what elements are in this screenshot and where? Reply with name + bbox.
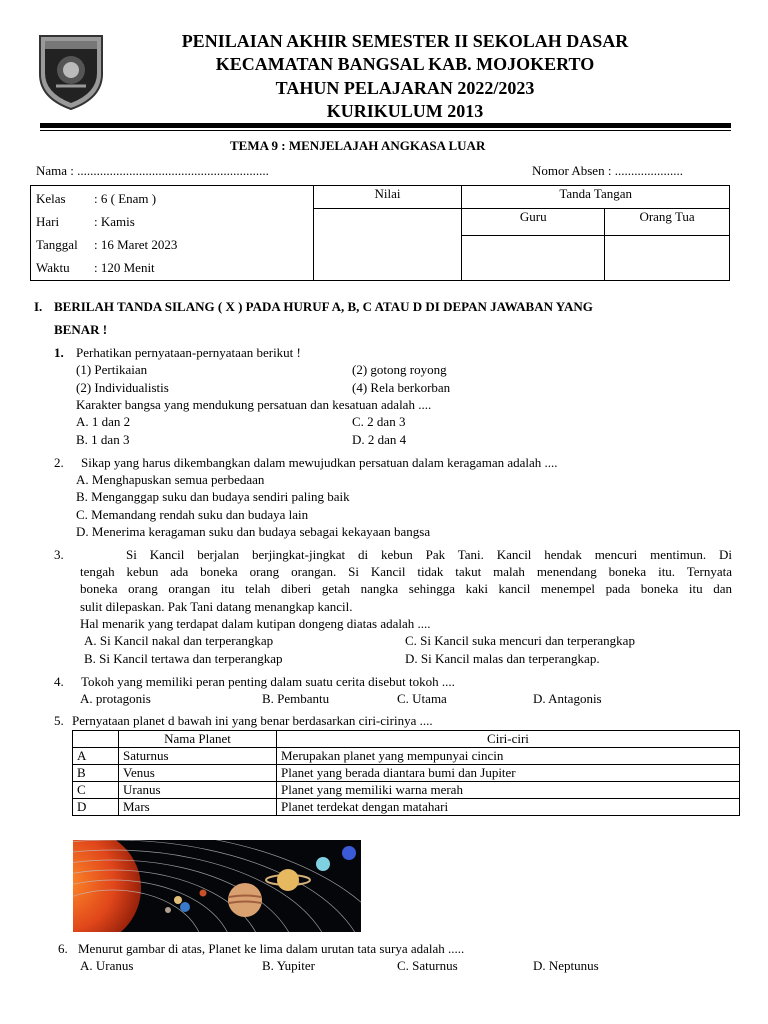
section-instruction-1: BERILAH TANDA SILANG ( X ) PADA HURUF A, B, C ATAU D DI DEPAN JAWABAN YANG	[54, 299, 593, 314]
q3-option-b[interactable]: B. Si Kancil tertawa dan terperangkap	[84, 651, 283, 666]
q1-statement-1: (1) Pertikaian	[76, 362, 148, 377]
q1-option-b[interactable]: B. 1 dan 3	[76, 432, 130, 447]
planet-earth	[180, 902, 190, 912]
header-rule-thin	[40, 130, 731, 131]
row-ciri: Merupakan planet yang mempunyai cincin	[277, 748, 740, 765]
q5-text: Pernyataan planet d bawah ini yang benar berdasarkan ciri-cirinya ....	[72, 713, 433, 728]
guru-signature-box[interactable]	[462, 236, 605, 281]
q3-option-a[interactable]: A. Si Kancil nakal dan terperangkap	[84, 633, 274, 648]
q2-text: Sikap yang harus dikembangkan dalam mewujudkan persatuan dalam keragaman adalah ....	[81, 455, 558, 470]
waktu-value: : 120 Menit	[94, 260, 155, 275]
section-instruction-2: BENAR !	[54, 322, 108, 337]
nama-field[interactable]: Nama : ...........................................................	[36, 163, 269, 178]
tanggal-value: : 16 Maret 2023	[94, 237, 178, 252]
planet-neptune	[342, 846, 356, 860]
row-planet: Mars	[119, 799, 277, 816]
section-number: I.	[34, 299, 43, 314]
q6-option-b[interactable]: B. Yupiter	[262, 958, 315, 973]
header-rule-thick	[40, 123, 731, 128]
waktu-label: Waktu	[36, 260, 70, 275]
row-option: A	[73, 748, 119, 765]
orang-tua-header: Orang Tua	[605, 209, 730, 236]
planet-jupiter	[228, 883, 262, 917]
q4-option-a[interactable]: A. protagonis	[80, 691, 151, 706]
row-ciri: Planet yang berada diantara bumi dan Jupiter	[277, 765, 740, 782]
q6-text: Menurut gambar di atas, Planet ke lima dalam urutan tata surya adalah .....	[78, 941, 465, 956]
regency-logo	[34, 30, 108, 112]
table-row[interactable]	[73, 799, 740, 816]
row-ciri: Planet yang memiliki warna merah	[277, 782, 740, 799]
guru-header: Guru	[462, 209, 605, 236]
row-planet: Venus	[119, 765, 277, 782]
row-planet: Saturnus	[119, 748, 277, 765]
q3-option-c[interactable]: C. Si Kancil suka mencuri dan terperangkap	[405, 633, 635, 648]
row-option: C	[73, 782, 119, 799]
header-line-4: KURIKULUM 2013	[326, 101, 484, 121]
q2-number: 2.	[54, 455, 64, 470]
planet-venus	[174, 896, 182, 904]
q3-paragraph-1: Si Kancil berjalan berjingkat-jingkat di kebun Pak Tani. Kancil hendak mencuri mentimun. Di	[126, 547, 732, 562]
q6-option-d[interactable]: D. Neptunus	[533, 958, 599, 973]
q1-text: Perhatikan pernyataan-pernyataan berikut !	[76, 345, 301, 360]
q1-statement-3: (2) Individualistis	[76, 380, 169, 395]
header-line-1: PENILAIAN AKHIR SEMESTER II SEKOLAH DASAR	[181, 31, 629, 51]
header-line-3: TAHUN PELAJARAN 2022/2023	[275, 78, 535, 98]
planet-saturn	[277, 869, 299, 891]
q4-option-b[interactable]: B. Pembantu	[262, 691, 330, 706]
info-cell	[31, 186, 314, 281]
q1-statement-2: (2) gotong royong	[352, 362, 447, 377]
q4-option-c[interactable]: C. Utama	[397, 691, 447, 706]
kelas-label: Kelas	[36, 191, 66, 206]
planet-table-name-header: Nama Planet	[119, 731, 277, 748]
info-table	[30, 185, 730, 281]
q3-question: Hal menarik yang terdapat dalam kutipan dongeng diatas adalah ....	[80, 616, 431, 631]
q1-question: Karakter bangsa yang mendukung persatuan dan kesatuan adalah ....	[76, 397, 432, 412]
nilai-box[interactable]	[313, 209, 462, 281]
row-ciri: Planet terdekat dengan matahari	[277, 799, 740, 816]
nilai-header: Nilai	[313, 186, 462, 209]
solar-system-image	[73, 840, 361, 932]
table-row[interactable]	[73, 765, 740, 782]
q3-paragraph-3: boneka orang orangan itu telah diberi getah nangka sehingga kaki kancil menempel pada boneka itu dan	[80, 581, 732, 596]
kelas-value: : 6 ( Enam )	[94, 191, 157, 206]
q3-number: 3.	[54, 547, 64, 562]
tema-title: TEMA 9 : MENJELAJAH ANGKASA LUAR	[230, 138, 486, 153]
q1-option-a[interactable]: A. 1 dan 2	[76, 414, 131, 429]
planet-mars	[200, 890, 207, 897]
tanggal-label: Tanggal	[36, 237, 78, 252]
orang-tua-signature-box[interactable]	[605, 236, 730, 281]
row-option: B	[73, 765, 119, 782]
hari-label: Hari	[36, 214, 60, 229]
q2-option-d[interactable]: D. Menerima keragaman suku dan budaya sebagai kekayaan bangsa	[76, 524, 431, 539]
q1-option-d[interactable]: D. 2 dan 4	[352, 432, 407, 447]
header-line-2: KECAMATAN BANGSAL KAB. MOJOKERTO	[215, 54, 595, 74]
q3-paragraph-4: sulit dilepaskan. Pak Tani datang menangkap kancil.	[80, 599, 353, 614]
row-option: D	[73, 799, 119, 816]
planet-uranus	[316, 857, 330, 871]
q4-option-d[interactable]: D. Antagonis	[533, 691, 602, 706]
q2-option-b[interactable]: B. Menganggap suku dan budaya sendiri paling baik	[76, 489, 350, 504]
q3-paragraph-2: tengah kebun ada boneka orang orangan. Si Kancil tidak takut malah menendang boneka itu. Ternyata	[80, 564, 732, 579]
hari-value: : Kamis	[94, 214, 135, 229]
q4-text: Tokoh yang memiliki peran penting dalam suatu cerita disebut tokoh ....	[81, 674, 455, 689]
planet-table	[72, 730, 740, 816]
q5-number: 5.	[54, 713, 64, 728]
q1-number: 1.	[54, 345, 64, 360]
q1-statement-4: (4) Rela berkorban	[352, 380, 451, 395]
q6-option-a[interactable]: A. Uranus	[80, 958, 134, 973]
q2-option-c[interactable]: C. Memandang rendah suku dan budaya lain	[76, 507, 309, 522]
q2-option-a[interactable]: A. Menghapuskan semua perbedaan	[76, 472, 265, 487]
row-planet: Uranus	[119, 782, 277, 799]
table-row[interactable]	[73, 748, 740, 765]
table-row[interactable]	[73, 782, 740, 799]
q4-number: 4.	[54, 674, 64, 689]
q6-option-c[interactable]: C. Saturnus	[397, 958, 458, 973]
planet-table-ciri-header: Ciri-ciri	[277, 731, 740, 748]
q6-number: 6.	[58, 941, 68, 956]
q3-option-d[interactable]: D. Si Kancil malas dan terperangkap.	[405, 651, 600, 666]
tanda-tangan-header: Tanda Tangan	[462, 186, 730, 209]
planet-mercury	[165, 907, 171, 913]
q1-option-c[interactable]: C. 2 dan 3	[352, 414, 406, 429]
planet-table-option-header	[73, 731, 119, 748]
nomor-absen-field[interactable]: Nomor Absen : .....................	[532, 163, 683, 178]
